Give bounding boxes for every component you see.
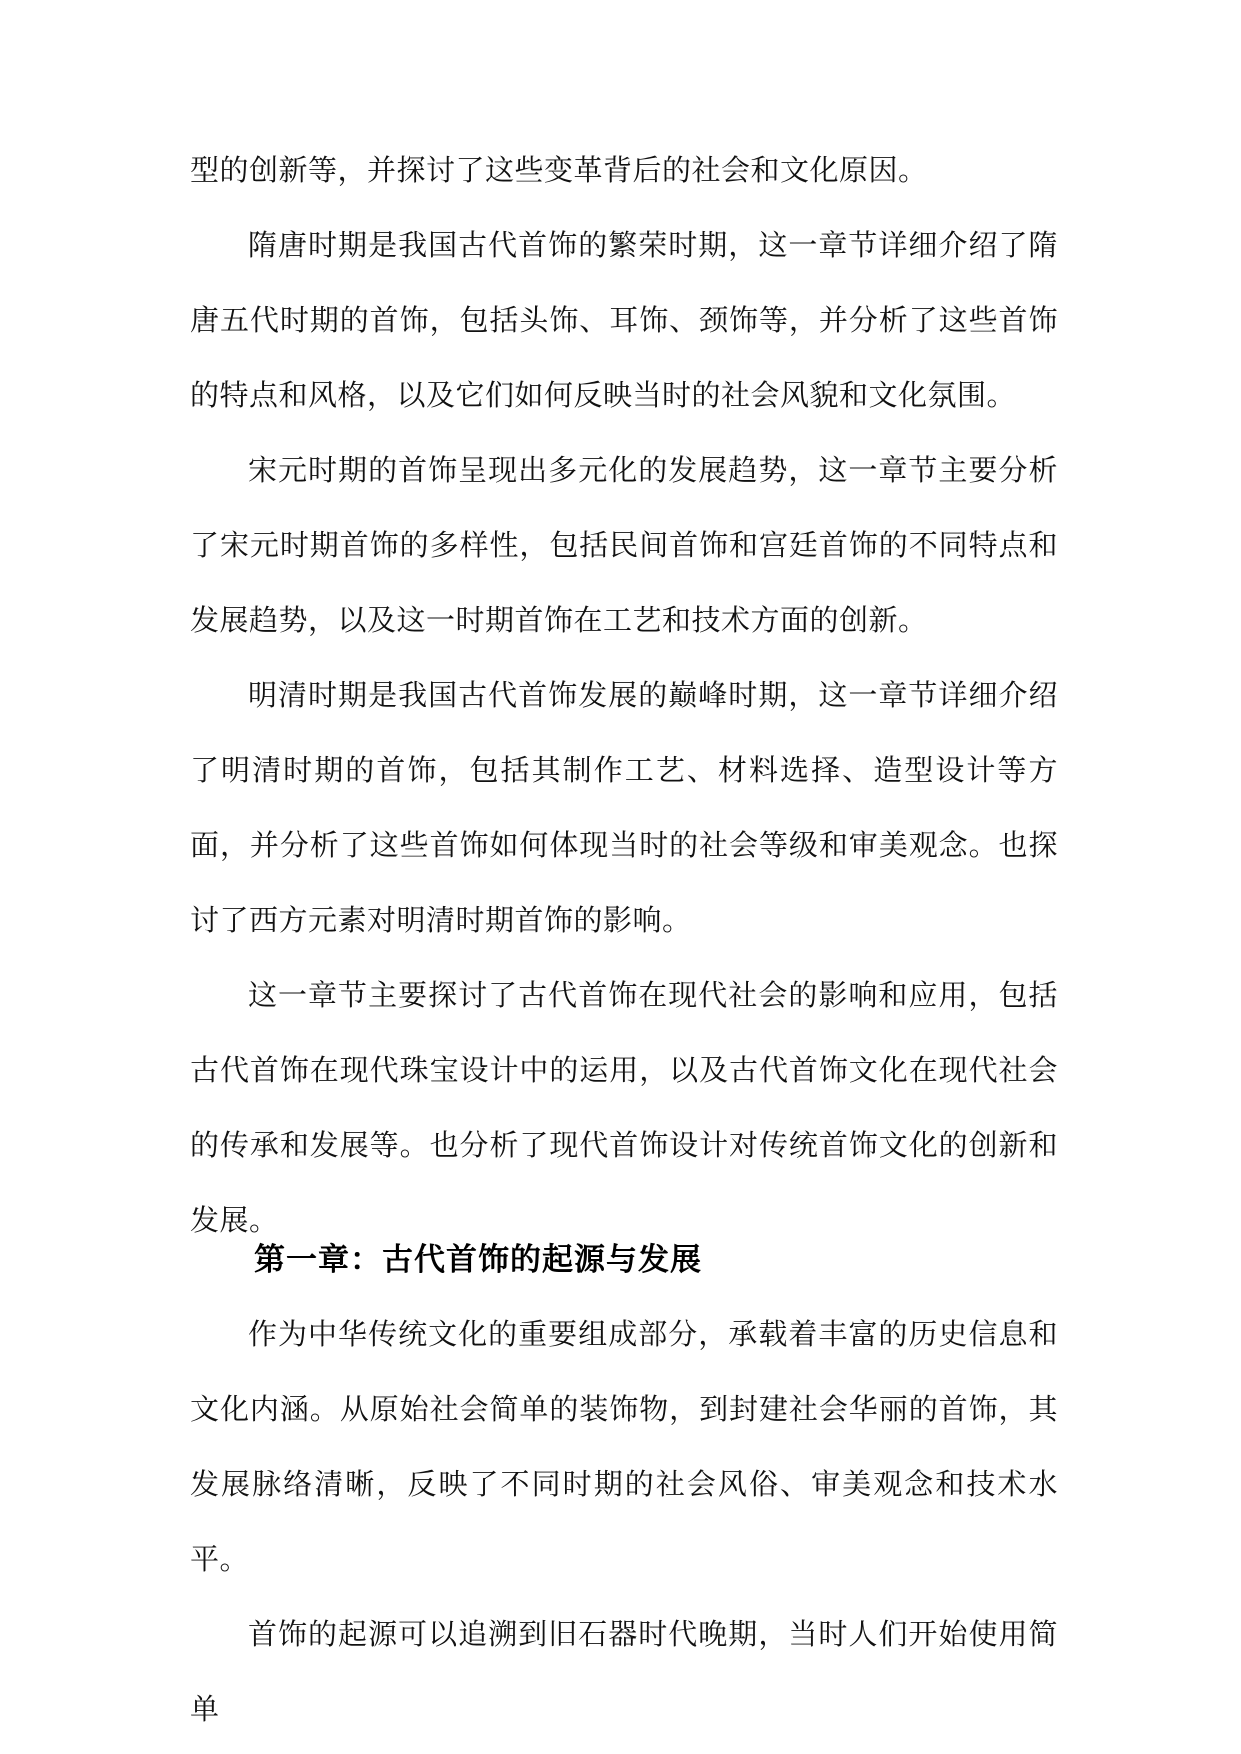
chapter-heading: 第一章：古代首饰的起源与发展 xyxy=(254,1242,702,1278)
paragraph-song-yuan: 宋元时期的首饰呈现出多元化的发展趋势，这一章节主要分析了宋元时期首饰的多样性，包括民间首饰和宫廷首饰的不同特点和发展趋势，以及这一时期首饰在工艺和技术方面的创新。 xyxy=(190,453,1058,637)
paragraph-continuation: 型的创新等，并探讨了这些变革背后的社会和文化原因。 xyxy=(190,153,928,187)
paragraph-origin: 首饰的起源可以追溯到旧石器时代晚期，当时人们开始使用简单 xyxy=(190,1617,1058,1726)
paragraph-introduction: 作为中华传统文化的重要组成部分，承载着丰富的历史信息和文化内涵。从原始社会简单的装饰物，到封建社会华丽的首饰，其发展脉络清晰，反映了不同时期的社会风俗、审美观念和技术水平。 xyxy=(190,1317,1058,1576)
paragraph-sui-tang: 隋唐时期是我国古代首饰的繁荣时期，这一章节详细介绍了隋唐五代时期的首饰，包括头饰、耳饰、颈饰等，并分析了这些首饰的特点和风格，以及它们如何反映当时的社会风貌和文化氛围。 xyxy=(190,228,1058,412)
paragraph-ming-qing: 明清时期是我国古代首饰发展的巅峰时期，这一章节详细介绍了明清时期的首饰，包括其制作工艺、材料选择、造型设计等方面，并分析了这些首饰如何体现当时的社会等级和审美观念。也探讨了西方元素对明清时期首饰的影响。 xyxy=(190,678,1058,937)
paragraph-modern: 这一章节主要探讨了古代首饰在现代社会的影响和应用，包括古代首饰在现代珠宝设计中的运用，以及古代首饰文化在现代社会的传承和发展等。也分析了现代首饰设计对传统首饰文化的创新和发展。 xyxy=(190,978,1058,1237)
body-text-section-before xyxy=(190,133,1058,1258)
body-text-section-after xyxy=(190,1297,1058,1747)
